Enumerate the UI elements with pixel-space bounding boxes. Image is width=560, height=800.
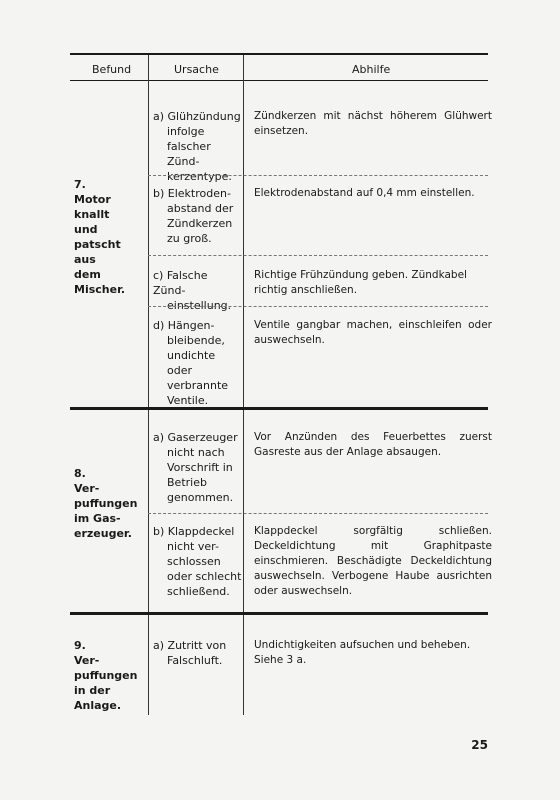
- header-ursache: Ursache: [174, 63, 219, 76]
- cause-line: falscher Zünd-: [167, 140, 211, 168]
- cause-7b: [153, 186, 243, 246]
- befund-line: Anlage.: [74, 699, 122, 712]
- remedy-7c: Richtige Frühzündung geben. Zündkabel richtig anschließen.: [254, 269, 467, 296]
- cause-line: Zündkerzen: [167, 217, 233, 230]
- cause-line: a) Glühzündung: [153, 110, 241, 123]
- cause-line: b) Klappdeckel: [153, 525, 235, 538]
- befund-line: erzeuger.: [74, 527, 132, 540]
- cause-line: Betrieb: [167, 476, 207, 489]
- header-abhilfe: Abhilfe: [352, 63, 391, 76]
- befund-line: puffungen: [74, 497, 138, 510]
- befund-8: [74, 466, 137, 541]
- cause-8a: [153, 430, 243, 505]
- cause-line: b) Elektroden-: [153, 187, 231, 200]
- remedy-7b: Elektrodenabstand auf 0,4 mm einstellen.: [254, 187, 475, 199]
- cause-line: undichte oder: [167, 349, 216, 377]
- remedy-7d: Ventile gangbar machen, einschleifen oder auswechseln.: [254, 319, 492, 346]
- cause-line: infolge: [167, 125, 205, 138]
- cause-line: kerzentype.: [167, 170, 232, 183]
- cause-line: genommen.: [167, 491, 234, 504]
- cause-8b: [153, 524, 243, 599]
- header-bottom-rule: [70, 80, 488, 81]
- row-separator: [148, 175, 488, 176]
- cause-line: nicht ver-: [167, 540, 219, 553]
- cause-line: nicht nach: [167, 446, 225, 459]
- header-befund: Befund: [92, 63, 132, 76]
- befund-line: knallt: [74, 208, 110, 221]
- row-separator: [148, 513, 488, 514]
- row-separator: [148, 255, 488, 256]
- befund-line: in der: [74, 684, 111, 697]
- befund-line: Motor: [74, 193, 111, 206]
- row-separator: [148, 306, 488, 307]
- befund-line: aus: [74, 253, 96, 266]
- cause-9a: [153, 638, 243, 668]
- column-divider-2: [243, 55, 244, 715]
- cause-line: einstellung.: [167, 299, 232, 312]
- cause-line: a) Gaserzeuger: [153, 431, 238, 444]
- remedy-7a: Zündkerzen mit nächst höherem Glühwert einsetzen.: [254, 110, 492, 137]
- cause-line: a) Zutritt von: [153, 639, 227, 652]
- cause-line: d) Hängen-: [153, 319, 215, 332]
- befund-line: im Gas-: [74, 512, 121, 525]
- cause-line: schlossen: [167, 555, 221, 568]
- befund-line: Ver-: [74, 654, 100, 667]
- cause-line: Vorschrift in: [167, 461, 233, 474]
- cause-line: c) Falsche Zünd-: [153, 269, 208, 297]
- remedy-8a: Vor Anzünden des Feuerbettes zuerst Gasreste aus der Anlage absaugen.: [254, 431, 492, 458]
- befund-line: 9.: [74, 639, 86, 652]
- page-number: 25: [471, 738, 488, 752]
- cause-line: Falschluft.: [167, 654, 223, 667]
- befund-line: patscht: [74, 238, 121, 251]
- befund-line: Mischer.: [74, 283, 126, 296]
- cause-line: zu groß.: [167, 232, 212, 245]
- cause-7a: [153, 109, 243, 184]
- befund-9: [74, 638, 137, 713]
- cause-7d: [153, 318, 243, 408]
- befund-line: 7.: [74, 178, 86, 191]
- befund-line: und: [74, 223, 98, 236]
- column-divider-1: [148, 55, 149, 715]
- befund-line: 8.: [74, 467, 86, 480]
- remedy-9a: Undichtigkeiten aufsuchen und beheben. Siehe 3 a.: [254, 639, 471, 666]
- cause-line: schließend.: [167, 585, 230, 598]
- befund-line: Ver-: [74, 482, 100, 495]
- top-rule: [70, 53, 488, 55]
- befund-7: [74, 177, 125, 297]
- befund-line: puffungen: [74, 669, 138, 682]
- cause-line: verbrannte: [167, 379, 229, 392]
- cause-line: bleibende,: [167, 334, 225, 347]
- befund-line: dem: [74, 268, 101, 281]
- cause-line: Ventile.: [167, 394, 209, 407]
- cause-line: abstand der: [167, 202, 234, 215]
- section-rule: [70, 612, 488, 615]
- cause-line: oder schlecht: [167, 570, 242, 583]
- section-rule: [70, 407, 488, 410]
- remedy-8b: Klappdeckel sorgfältig schließen. Deckeldichtung mit Graphitpaste einschmieren. Beschädigte Deckeldichtung auswechseln. Verbogene Haube ausrichten oder auswechseln.: [254, 525, 492, 597]
